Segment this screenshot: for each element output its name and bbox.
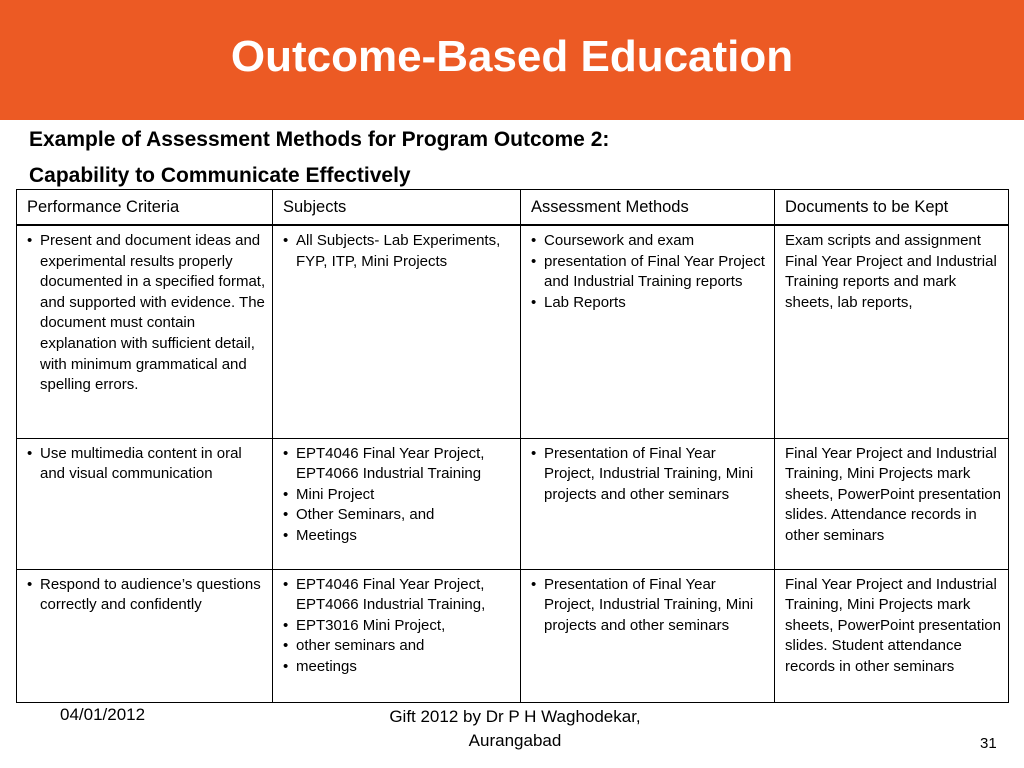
criteria-item: • Respond to audience’s questions correctly and confidently	[27, 575, 268, 616]
header-documents: Documents to be Kept	[775, 190, 1009, 226]
table-row	[17, 438, 1009, 569]
methods-cell	[521, 569, 775, 702]
subject-item: • EPT3016 Mini Project,	[283, 616, 516, 637]
subject-item: • All Subjects- Lab Experiments, FYP, ITP, Mini Projects	[283, 231, 516, 272]
subject-item: • EPT4046 Final Year Project, EPT4066 Industrial Training	[283, 444, 516, 485]
criteria-item: • Present and document ideas and experimental results properly documented in a specified format, and supported with evidence. The document must contain explanation with sufficient detail, with minimum grammatical and spelling errors.	[27, 231, 268, 396]
documents-cell: Final Year Project and Industrial Training, Mini Projects mark sheets, PowerPoint presentation slides. Attendance records in other seminars	[775, 438, 1009, 569]
page-number: 31	[980, 735, 997, 752]
method-item: • Coursework and exam	[531, 231, 770, 252]
subject-item: • meetings	[283, 657, 516, 678]
subject-item: • Meetings	[283, 526, 516, 547]
subject-item: • other seminars and	[283, 636, 516, 657]
documents-cell: Exam scripts and assignment Final Year Project and Industrial Training reports and mark sheets, lab reports,	[775, 225, 1009, 438]
criteria-cell	[17, 569, 273, 702]
subjects-cell	[273, 569, 521, 702]
methods-cell	[521, 225, 775, 438]
subtitle-line-1: Example of Assessment Methods for Program Outcome 2:	[29, 128, 610, 151]
method-item: • Presentation of Final Year Project, Industrial Training, Mini projects and other seminars	[531, 444, 770, 506]
slide-subtitle	[29, 122, 609, 194]
documents-cell: Final Year Project and Industrial Training, Mini Projects mark sheets, PowerPoint presentation slides. Student attendance records in other seminars	[775, 569, 1009, 702]
criteria-cell	[17, 438, 273, 569]
table-row	[17, 569, 1009, 702]
assessment-table	[16, 189, 1009, 703]
footer-credit: Gift 2012 by Dr P H Waghodekar, Aurangabad	[389, 707, 641, 750]
method-item: • presentation of Final Year Project and Industrial Training reports	[531, 252, 770, 293]
methods-cell	[521, 438, 775, 569]
header-performance-criteria: Performance Criteria	[17, 190, 273, 226]
criteria-cell	[17, 225, 273, 438]
subjects-cell	[273, 225, 521, 438]
header-subjects: Subjects	[273, 190, 521, 226]
subject-item: • EPT4046 Final Year Project, EPT4066 Industrial Training,	[283, 575, 516, 616]
table-header-row	[17, 190, 1009, 226]
table-row	[17, 225, 1009, 438]
subjects-cell	[273, 438, 521, 569]
subject-item: • Other Seminars, and	[283, 505, 516, 526]
title-bar	[0, 0, 1024, 120]
method-item: • Lab Reports	[531, 293, 770, 314]
subtitle-line-2: Capability to Communicate Effectively	[29, 164, 411, 187]
footer-date: 04/01/2012	[60, 705, 146, 724]
criteria-item: • Use multimedia content in oral and visual communication	[27, 444, 268, 485]
header-assessment-methods: Assessment Methods	[521, 190, 775, 226]
subject-item: • Mini Project	[283, 485, 516, 506]
method-item: • Presentation of Final Year Project, Industrial Training, Mini projects and other seminars	[531, 575, 770, 637]
slide-title: Outcome-Based Education	[230, 32, 794, 81]
